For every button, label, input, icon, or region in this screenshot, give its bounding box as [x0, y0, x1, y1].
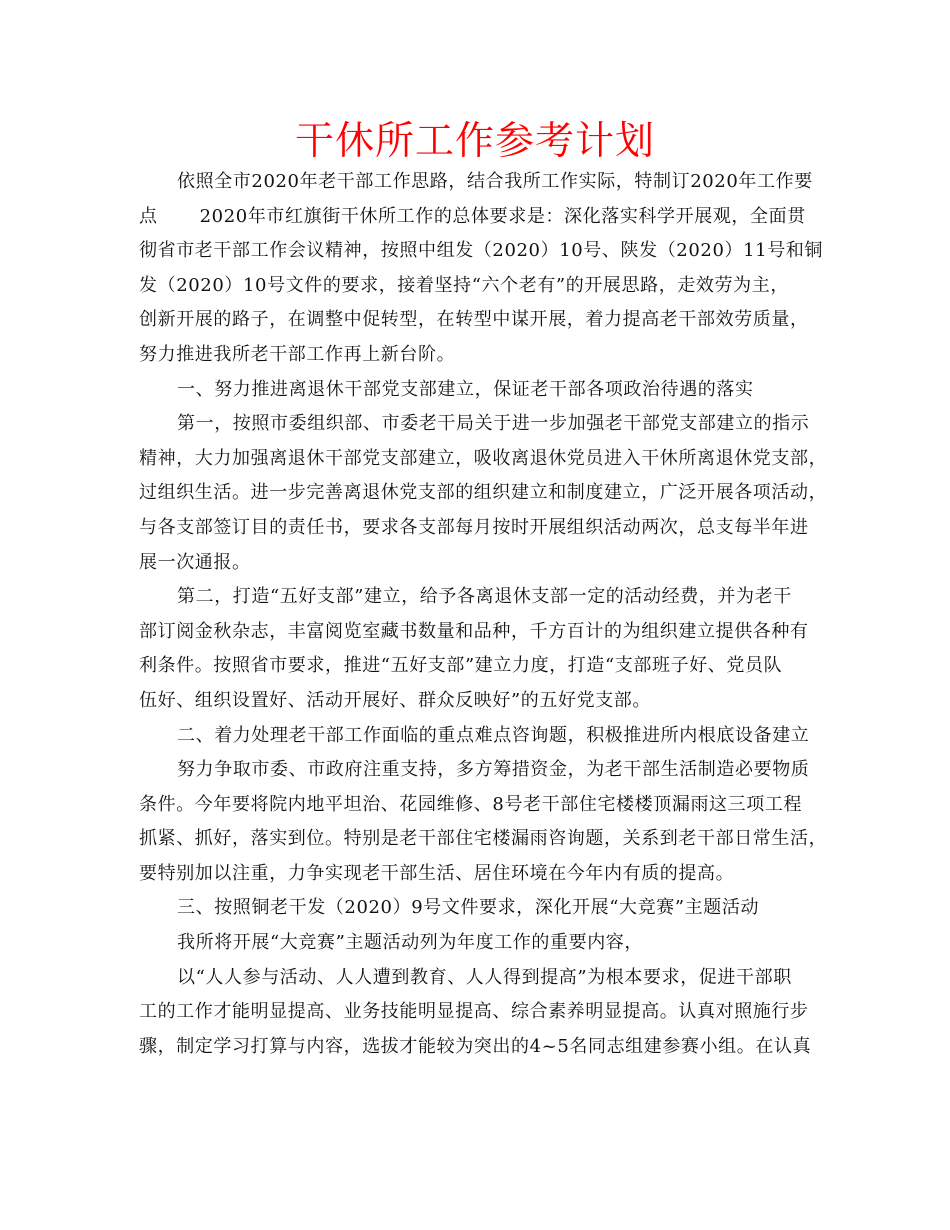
text-line: 发（2020）10号文件的要求，接着坚持“六个老有”的开展思路，走效劳为主， [139, 274, 789, 296]
section-heading-2 [139, 719, 819, 754]
text-line: 骤，制定学习打算与内容，选拔才能较为突出的4~5名同志组建参赛小组。在认真 [139, 1035, 812, 1057]
text-line: 三、按照铜老干发（2020）9号文件要求，深化开展“大竞赛”主题活动 [177, 897, 760, 919]
text-line: 抓紧、抓好，落实到位。特别是老干部住宅楼漏雨咨询题，关系到老干部日常生活， [139, 828, 828, 850]
document-title: 干休所工作参考计划 [294, 119, 655, 164]
text-line: 彻省市老干部工作会议精神，按照中组发（2020）10号、陕发（2020）11号和铜 [139, 240, 824, 262]
text-line: 部订阅金秋杂志，丰富阅览室藏书数量和品种，千方百计的为组织建立提供各种有 [139, 620, 809, 642]
text-line: 利条件。按照省市要求，推进“五好支部”建立力度，打造“支部班子好、党员队 [139, 655, 783, 677]
paragraph-3 [139, 753, 828, 891]
text-line: 努力推进我所老干部工作再上新台阶。 [139, 343, 456, 365]
text-line: 精神，大力加强离退休干部党支部建立，吸收离退休党员进入干休所离退休党支部， [139, 447, 828, 469]
text-line: 工的工作才能明显提高、业务技能明显提高、综合素养明显提高。认真对照施行步 [139, 1001, 809, 1023]
paragraph-2 [139, 580, 819, 718]
text-line: 第一，按照市委组织部、市委老干局关于进一步加强老干部党支部建立的指示 [177, 413, 810, 435]
text-line: 努力争取市委、市政府注重支持，多方筹措资金，为老干部生活制造必要物质 [177, 759, 810, 781]
text-line: 第二，打造“五好支部”建立，给予各离退休支部一定的活动经费，并为老干 [177, 586, 792, 608]
section-heading-3 [139, 891, 819, 926]
text-line: 依照全市2020年老干部工作思路，结合我所工作实际，特制订2020年工作要 [177, 171, 813, 192]
text-line: 过组织生活。进一步完善离退休党支部的组织建立和制度建立，广泛开展各项活动， [139, 482, 828, 504]
document-body [139, 165, 828, 1064]
section-heading-1 [139, 373, 819, 408]
paragraph-1 [139, 407, 828, 580]
paragraph-5 [139, 961, 819, 1065]
text-line: 展一次通报。 [139, 551, 251, 573]
text-line [139, 200, 819, 235]
text-line: 创新开展的路子，在调整中促转型，在转型中谋开展，着力提高老干部效劳质量， [139, 309, 809, 331]
text-fragment: 2020年市红旗街干休所工作的总体要求是：深化落实科学开展观，全面贯 [199, 205, 806, 227]
text-line: 与各支部签订目的责任书，要求各支部每月按时开展组织活动两次，总支每半年进 [139, 516, 809, 538]
text-line: 以“人人参与活动、人人遭到教育、人人得到提高”为根本要求，促进干部职 [177, 966, 792, 988]
text-line: 一、努力推进离退休干部党支部建立，保证老干部各项政治待遇的落实 [177, 378, 754, 400]
text-line: 二、着力处理老干部工作面临的重点难点咨询题，积极推进所内根底设备建立 [177, 724, 810, 746]
text-fragment: 点 [139, 205, 158, 227]
text-line: 条件。今年要将院内地平坦治、花园维修、8号老干部住宅楼楼顶漏雨这三项工程 [139, 793, 803, 815]
intro-paragraph [139, 165, 824, 373]
text-line: 我所将开展“大竞赛”主题活动列为年度工作的重要内容， [177, 932, 644, 954]
paragraph-4 [139, 926, 819, 961]
text-line: 要特别加以注重，力争实现老干部生活、居住环境在今年内有质的提高。 [139, 862, 735, 884]
text-line: 伍好、组织设置好、活动开展好、群众反映好”的五好党支部。 [139, 689, 651, 711]
